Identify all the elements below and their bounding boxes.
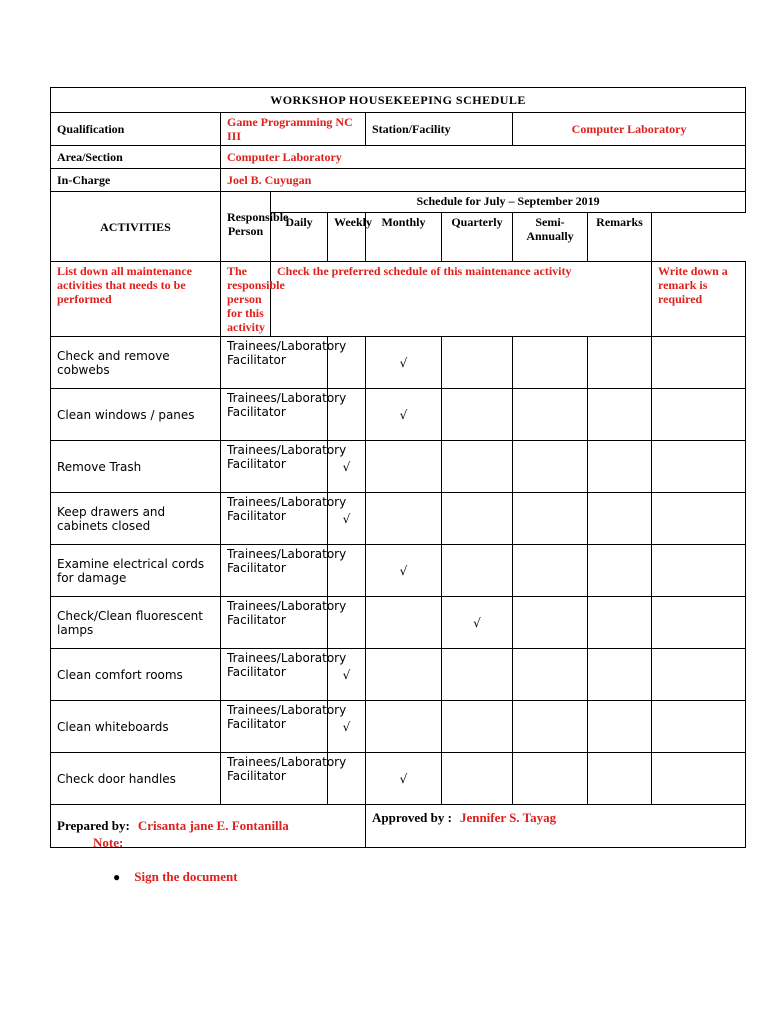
responsible-cell: Trainees/Laboratory Facilitator — [221, 753, 328, 805]
semi-cell — [588, 545, 652, 597]
table-row — [51, 389, 746, 441]
incharge-label: In-Charge — [51, 169, 221, 192]
prepared-by-name: Crisanta jane E. Fontanilla — [137, 818, 289, 833]
quarterly-cell — [513, 389, 588, 441]
semi-cell — [588, 493, 652, 545]
qualification-label: Qualification — [51, 113, 221, 146]
responsible-cell: Trainees/Laboratory Facilitator — [221, 441, 328, 493]
activities-instruction: List down all maintenance activities that needs to be performed — [51, 262, 221, 337]
quarterly-cell — [513, 753, 588, 805]
check-mark-icon: √ — [399, 563, 408, 578]
monthly-cell — [442, 753, 513, 805]
activity-cell: Check door handles — [51, 753, 221, 805]
activity-rows — [51, 337, 746, 805]
weekly-cell — [366, 337, 442, 389]
remarks-cell — [652, 649, 746, 701]
remarks-header: Remarks — [588, 213, 652, 262]
station-value: Computer Laboratory — [513, 113, 746, 146]
table-row — [51, 545, 746, 597]
remarks-cell — [652, 753, 746, 805]
table-row — [51, 701, 746, 753]
quarterly-cell — [513, 545, 588, 597]
remarks-cell — [652, 545, 746, 597]
monthly-cell — [442, 649, 513, 701]
table-row — [51, 441, 746, 493]
semi-cell — [588, 441, 652, 493]
area-label: Area/Section — [51, 146, 221, 169]
monthly-cell — [442, 441, 513, 493]
remarks-cell — [652, 493, 746, 545]
table-row — [51, 337, 746, 389]
schedule-instruction: Check the preferred schedule of this maintenance activity — [271, 262, 652, 337]
responsible-cell: Trainees/Laboratory Facilitator — [221, 337, 328, 389]
remarks-cell — [652, 337, 746, 389]
approved-by-label: Approved by : — [372, 810, 452, 825]
note-item — [113, 869, 238, 885]
schedule-title: WORKSHOP HOUSEKEEPING SCHEDULE — [51, 88, 746, 113]
weekly-cell — [366, 545, 442, 597]
responsible-cell: Trainees/Laboratory Facilitator — [221, 649, 328, 701]
weekly-cell — [366, 649, 442, 701]
monthly-cell — [442, 545, 513, 597]
monthly-cell — [442, 701, 513, 753]
activity-cell: Clean comfort rooms — [51, 649, 221, 701]
responsible-header: Responsible Person — [221, 192, 271, 262]
monthly-cell — [442, 597, 513, 649]
monthly-header: Monthly — [366, 213, 442, 262]
quarterly-cell — [513, 441, 588, 493]
responsible-cell: Trainees/Laboratory Facilitator — [221, 493, 328, 545]
table-row — [51, 649, 746, 701]
activity-cell: Clean whiteboards — [51, 701, 221, 753]
activity-cell: Examine electrical cords for damage — [51, 545, 221, 597]
station-label: Station/Facility — [366, 113, 513, 146]
check-mark-icon: √ — [342, 459, 351, 474]
responsible-cell: Trainees/Laboratory Facilitator — [221, 701, 328, 753]
semi-cell — [588, 649, 652, 701]
table-row — [51, 753, 746, 805]
note-item-text: Sign the document — [134, 869, 238, 884]
remarks-cell — [652, 389, 746, 441]
activity-cell: Check and remove cobwebs — [51, 337, 221, 389]
daily-header: Daily — [271, 213, 328, 262]
note-label: Note: — [93, 835, 124, 850]
table-row — [51, 597, 746, 649]
weekly-header: Weekly — [328, 213, 366, 262]
responsible-cell: Trainees/Laboratory Facilitator — [221, 597, 328, 649]
approved-by-name: Jennifer S. Tayag — [459, 810, 557, 825]
responsible-instruction: The responsible person for this activity — [221, 262, 271, 337]
monthly-cell — [442, 389, 513, 441]
check-mark-icon: √ — [342, 511, 351, 526]
semi-annually-header: Semi-Annually — [513, 213, 588, 262]
responsible-cell: Trainees/Laboratory Facilitator — [221, 545, 328, 597]
weekly-cell — [366, 493, 442, 545]
weekly-cell — [366, 701, 442, 753]
check-mark-icon: √ — [399, 407, 408, 422]
quarterly-cell — [513, 649, 588, 701]
monthly-cell — [442, 337, 513, 389]
check-mark-icon: √ — [342, 667, 351, 682]
check-mark-icon: √ — [399, 771, 408, 786]
schedule-header: Schedule for July – September 2019 — [271, 192, 746, 213]
activity-cell: Clean windows / panes — [51, 389, 221, 441]
weekly-cell — [366, 753, 442, 805]
quarterly-cell — [513, 597, 588, 649]
weekly-cell — [366, 441, 442, 493]
semi-cell — [588, 337, 652, 389]
housekeeping-schedule-table — [50, 87, 746, 848]
semi-cell — [588, 753, 652, 805]
area-value: Computer Laboratory — [221, 146, 746, 169]
check-mark-icon: √ — [399, 355, 408, 370]
prepared-by-label: Prepared by: — [57, 818, 130, 833]
quarterly-header: Quarterly — [442, 213, 513, 262]
remarks-cell — [652, 597, 746, 649]
remarks-cell — [652, 701, 746, 753]
qualification-value: Game Programming NC III — [221, 113, 366, 146]
activity-cell: Check/Clean fluorescent lamps — [51, 597, 221, 649]
responsible-cell: Trainees/Laboratory Facilitator — [221, 389, 328, 441]
incharge-value: Joel B. Cuyugan — [221, 169, 746, 192]
bullet-icon: ● — [113, 870, 121, 884]
quarterly-cell — [513, 493, 588, 545]
table-row — [51, 493, 746, 545]
weekly-cell — [366, 389, 442, 441]
quarterly-cell — [513, 701, 588, 753]
check-mark-icon: √ — [473, 615, 481, 630]
monthly-cell — [442, 493, 513, 545]
weekly-cell — [366, 597, 442, 649]
remarks-cell — [652, 441, 746, 493]
remarks-instruction: Write down a remark is required — [652, 262, 746, 337]
semi-cell — [588, 389, 652, 441]
activities-header: ACTIVITIES — [51, 192, 221, 262]
check-mark-icon: √ — [342, 719, 351, 734]
quarterly-cell — [513, 337, 588, 389]
semi-cell — [588, 701, 652, 753]
approved-by-cell — [366, 805, 746, 848]
activity-cell: Remove Trash — [51, 441, 221, 493]
semi-cell — [588, 597, 652, 649]
activity-cell: Keep drawers and cabinets closed — [51, 493, 221, 545]
